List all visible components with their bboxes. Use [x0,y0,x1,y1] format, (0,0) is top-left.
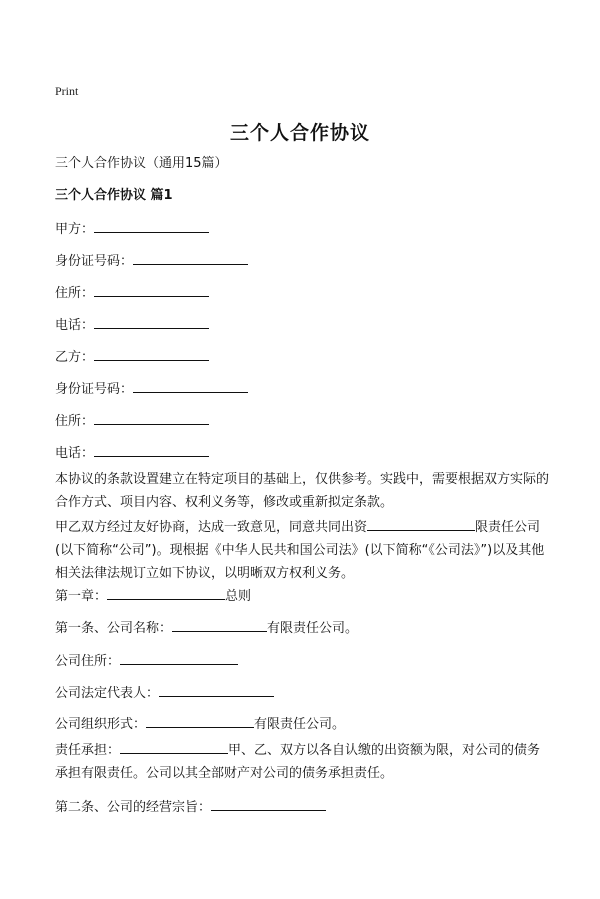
joint-capital-blank[interactable] [367,516,475,531]
party-b-phone-blank[interactable] [94,442,209,457]
party-a-phone-blank[interactable] [94,314,209,329]
org-form-suffix: 有限责任公司。 [254,717,346,732]
legal-rep-row [55,682,274,703]
company-address-blank[interactable] [120,650,238,665]
business-purpose-blank[interactable] [211,796,326,811]
print-link[interactable]: Print [55,84,79,98]
company-name-blank[interactable] [172,617,267,632]
document-title: 三个人合作协议 [229,122,370,144]
intro-paragraph: 本协议的条款设置建立在特定项目的基础上，仅供参考。实践中，需要根据双方实际的合作方式、项目内容、权利义务等，修改或重新拟定条款。 [55,472,550,510]
article-two-row [55,796,326,817]
party-b-name-row [55,346,209,367]
party-a-name-row [55,218,209,239]
party-b-id-row [55,378,248,399]
chapter-label: 第一章： [55,589,108,604]
party-b-address-row [55,410,209,431]
chapter-blank[interactable] [107,585,225,600]
liability-label: 责任承担： [55,743,121,758]
article-one-label: 第一条、公司名称： [55,621,173,636]
liability-blank[interactable] [120,739,228,754]
party-a-address-label: 住所： [55,286,95,301]
party-a-id-blank[interactable] [133,250,248,265]
party-b-phone-label: 电话： [55,446,95,461]
party-a-name-label: 甲方： [55,222,95,237]
party-a-name-blank[interactable] [94,218,209,233]
chapter-suffix: 总则 [225,589,252,604]
party-b-id-label: 身份证号码： [55,382,134,397]
party-a-address-blank[interactable] [94,282,209,297]
chapter-one-row [55,585,251,606]
party-b-name-blank[interactable] [94,346,209,361]
party-b-phone-row [55,442,209,463]
article-two-label: 第二条、公司的经营宗旨： [55,800,212,815]
party-a-phone-row [55,314,209,335]
party-b-id-blank[interactable] [133,378,248,393]
company-address-row [55,650,238,671]
agreement-para-end: 限责任公司(以下简称“公司”)。现根据《中华人民共和国公司法》(以下简称“《公司法》”)以及其他相关法律法规订立如下协议，以明晰双方权利义务。 [55,520,545,581]
party-b-address-blank[interactable] [94,410,209,425]
party-a-address-row [55,282,209,303]
agreement-paragraph [55,516,551,585]
party-b-address-label: 住所： [55,414,95,429]
liability-text: 甲、乙、双方以各自认缴的出资额为限，对公司的债务承担有限责任。公司以其全部财产对公司的债务承担责任。 [55,743,541,781]
article-one-row [55,617,358,638]
legal-rep-blank[interactable] [159,682,274,697]
party-a-phone-label: 电话： [55,318,95,333]
agreement-para-start: 甲乙双方经过友好协商，达成一致意见，同意共同出资 [55,520,368,535]
org-form-blank[interactable] [146,713,254,728]
party-a-id-label: 身份证号码： [55,254,134,269]
article-one-suffix: 有限责任公司。 [267,621,359,636]
party-a-id-row [55,250,248,271]
org-form-row [55,713,345,734]
party-b-name-label: 乙方： [55,350,95,365]
liability-paragraph [55,739,551,785]
org-form-label: 公司组织形式： [55,717,147,732]
company-address-label: 公司住所： [55,654,121,669]
legal-rep-label: 公司法定代表人： [55,686,160,701]
document-subtitle: 三个人合作协议（通用15篇） [55,156,228,171]
section-heading: 三个人合作协议 篇1 [55,188,173,203]
